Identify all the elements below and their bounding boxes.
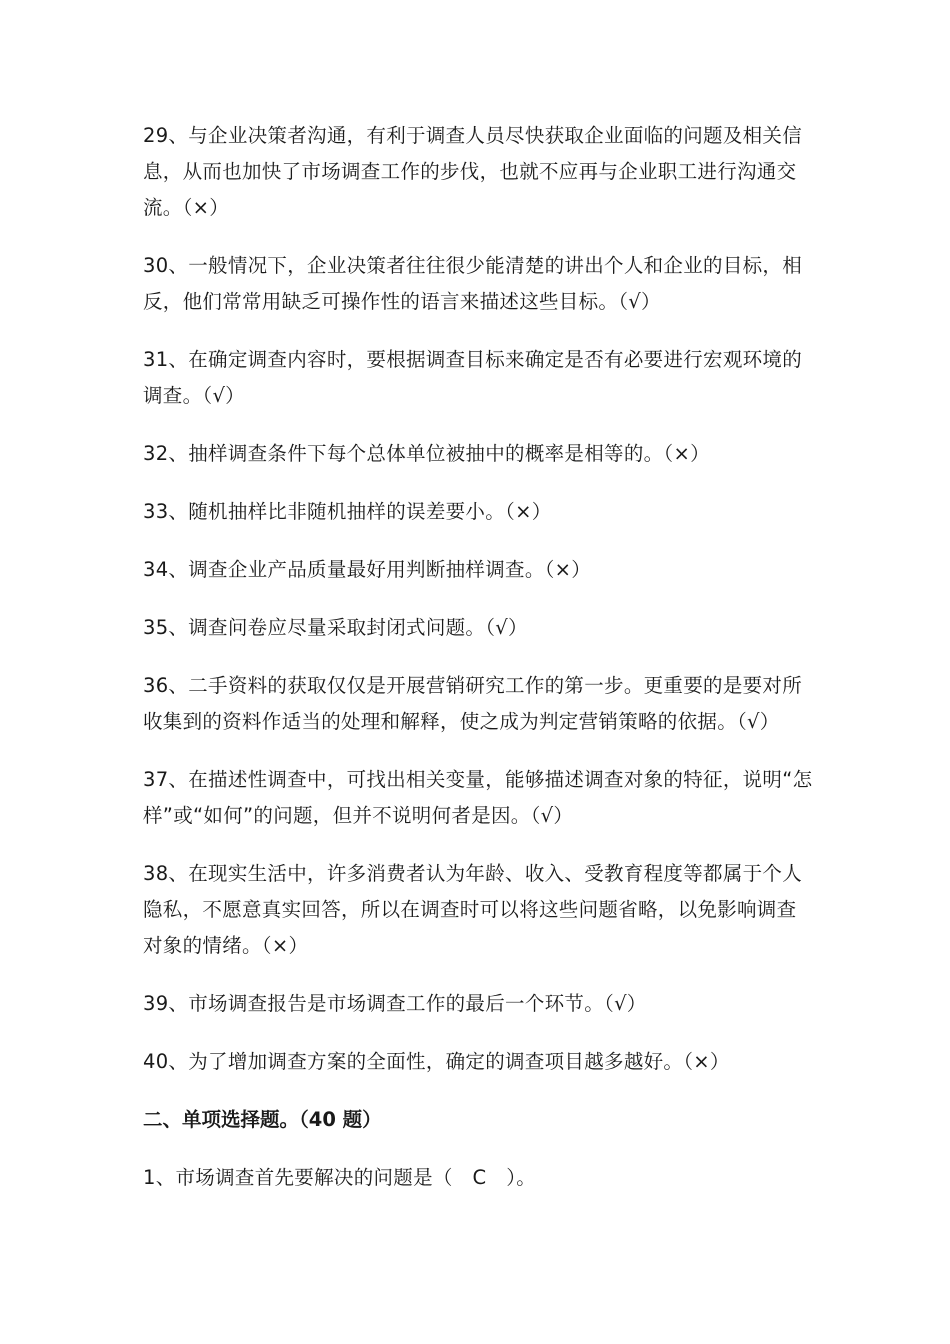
- true-false-list: [143, 118, 813, 1080]
- question-30: 30、一般情况下，企业决策者往往很少能清楚的讲出个人和企业的目标，相反，他们常常用缺乏可操作性的语言来描述这些目标。（√）: [143, 254, 803, 313]
- question-34: 34、调查企业产品质量最好用判断抽样调查。（×）: [143, 558, 592, 581]
- question-36: 36、二手资料的获取仅仅是开展营销研究工作的第一步。更重要的是要对所收集到的资料作适当的处理和解释，使之成为判定营销策略的依据。（√）: [143, 674, 803, 733]
- question-32: 32、抽样调查条件下每个总体单位被抽中的概率是相等的。（×）: [143, 442, 710, 465]
- question-37: 37、在描述性调查中，可找出相关变量，能够描述调查对象的特征，说明“怎样”或“如何”的问题，但并不说明何者是因。（√）: [143, 768, 813, 827]
- question-39: 39、市场调查报告是市场调查工作的最后一个环节。（√）: [143, 992, 647, 1015]
- choice-question-1: 1、市场调查首先要解决的问题是（ C ）。: [143, 1166, 537, 1189]
- question-35: 35、调查问卷应尽量采取封闭式问题。（√）: [143, 616, 528, 639]
- question-40: 40、为了增加调查方案的全面性，确定的调查项目越多越好。（×）: [143, 1050, 730, 1073]
- multiple-choice-list: [143, 1160, 813, 1196]
- question-38: 38、在现实生活中，许多消费者认为年龄、收入、受教育程度等都属于个人隐私，不愿意真实回答，所以在调查时可以将这些问题省略，以免影响调查对象的情绪。（×）: [143, 862, 803, 957]
- question-31: 31、在确定调查内容时，要根据调查目标来确定是否有必要进行宏观环境的调查。（√）: [143, 348, 803, 407]
- document-page: [143, 118, 813, 1218]
- question-29: 29、与企业决策者沟通，有利于调查人员尽快获取企业面临的问题及相关信息，从而也加快了市场调查工作的步伐，也就不应再与企业职工进行沟通交流。（×）: [143, 124, 803, 219]
- question-33: 33、随机抽样比非随机抽样的误差要小。（×）: [143, 500, 552, 523]
- section-title-single-choice: 二、单项选择题。（40 题）: [143, 1108, 382, 1131]
